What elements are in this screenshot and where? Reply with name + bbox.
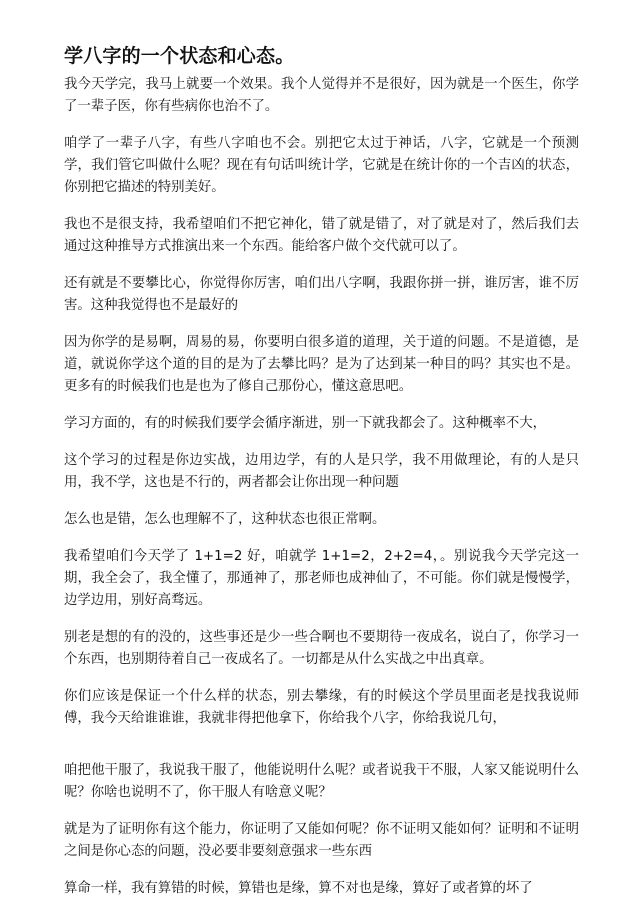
paragraph: 我希望咱们今天学了 1+1=2 好，咱就学 1+1=2，2+2=4，。别说我今天学完这一期，我全会了，我全懂了，那通神了，那老师也成神仙了，不可能。你们就是慢慢学，边学边用，别好高骛远。 — [64, 549, 579, 608]
paragraph: 你们应该是保证一个什么样的状态，别去攀缘，有的时候这个学员里面老是找我说师傅，我今天给谁谁谁，我就非得把他拿下，你给我个八字，你给我说几句， — [64, 689, 579, 726]
paragraph: 这个学习的过程是你边实战，边用边学，有的人是只学，我不用做理论，有的人是只用，我不学，这也是不行的，两者都会让你出现一种问题 — [64, 453, 579, 490]
paragraph: 学习方面的，有的时候我们要学会循序渐进，别一下就我都会了。这种概率不大， — [64, 416, 547, 431]
paragraph: 就是为了证明你有这个能力，你证明了又能如何呢？你不证明又能如何？证明和不证明之间是你心态的问题，没必要非要刻意强求一些东西 — [64, 822, 579, 859]
paragraph: 我今天学完，我马上就要一个效果。我个人觉得并不是很好，因为就是一个医生，你学了一辈子医，你有些病你也治不了。 — [64, 77, 579, 114]
paragraph: 咱学了一辈子八字，有些八字咱也不会。别把它太过于神话，八字，它就是一个预测学，我们管它叫做什么呢？现在有句话叫统计学，它就是在统计你的一个吉凶的状态，你别把它描述的特别美好。 — [64, 136, 579, 195]
paragraph: 怎么也是错，怎么也理解不了，这种状态也很正常啊。 — [64, 512, 386, 527]
paragraph: 因为你学的是易啊，周易的易，你要明白很多道的道理，关于道的问题。不是道德，是道，就说你学这个道的目的是为了去攀比吗？是为了达到某一种目的吗？其实也不是。更多有的时候我们也是也为了修自己那份心，懂这意思吧。 — [64, 335, 579, 394]
paragraph: 别老是想的有的没的，这些事还是少一些合啊也不要期待一夜成名，说白了，你学习一个东西，也别期待着自己一夜成名了。一切都是从什么实战之中出真章。 — [64, 630, 579, 667]
paragraph: 咱把他干服了，我说我干服了，他能说明什么呢？或者说我干不服，人家又能说明什么呢？你啥也说明不了，你干服人有啥意义呢？ — [64, 763, 579, 800]
paragraph: 算命一样，我有算错的时候，算错也是缘，算不对也是缘，算好了或者算的坏了 — [64, 881, 533, 896]
paragraph: 我也不是很支持，我希望咱们不把它神化，错了就是错了，对了就是对了，然后我们去通过这种推导方式推演出来一个东西。能给客户做个交代就可以了。 — [64, 217, 579, 254]
document-title: 学八字的一个状态和心态。 — [64, 45, 295, 67]
paragraph: 还有就是不要攀比心，你觉得你厉害，咱们出八字啊，我跟你拼一拼，谁厉害，谁不厉害。这种我觉得也不是最好的 — [64, 276, 579, 313]
